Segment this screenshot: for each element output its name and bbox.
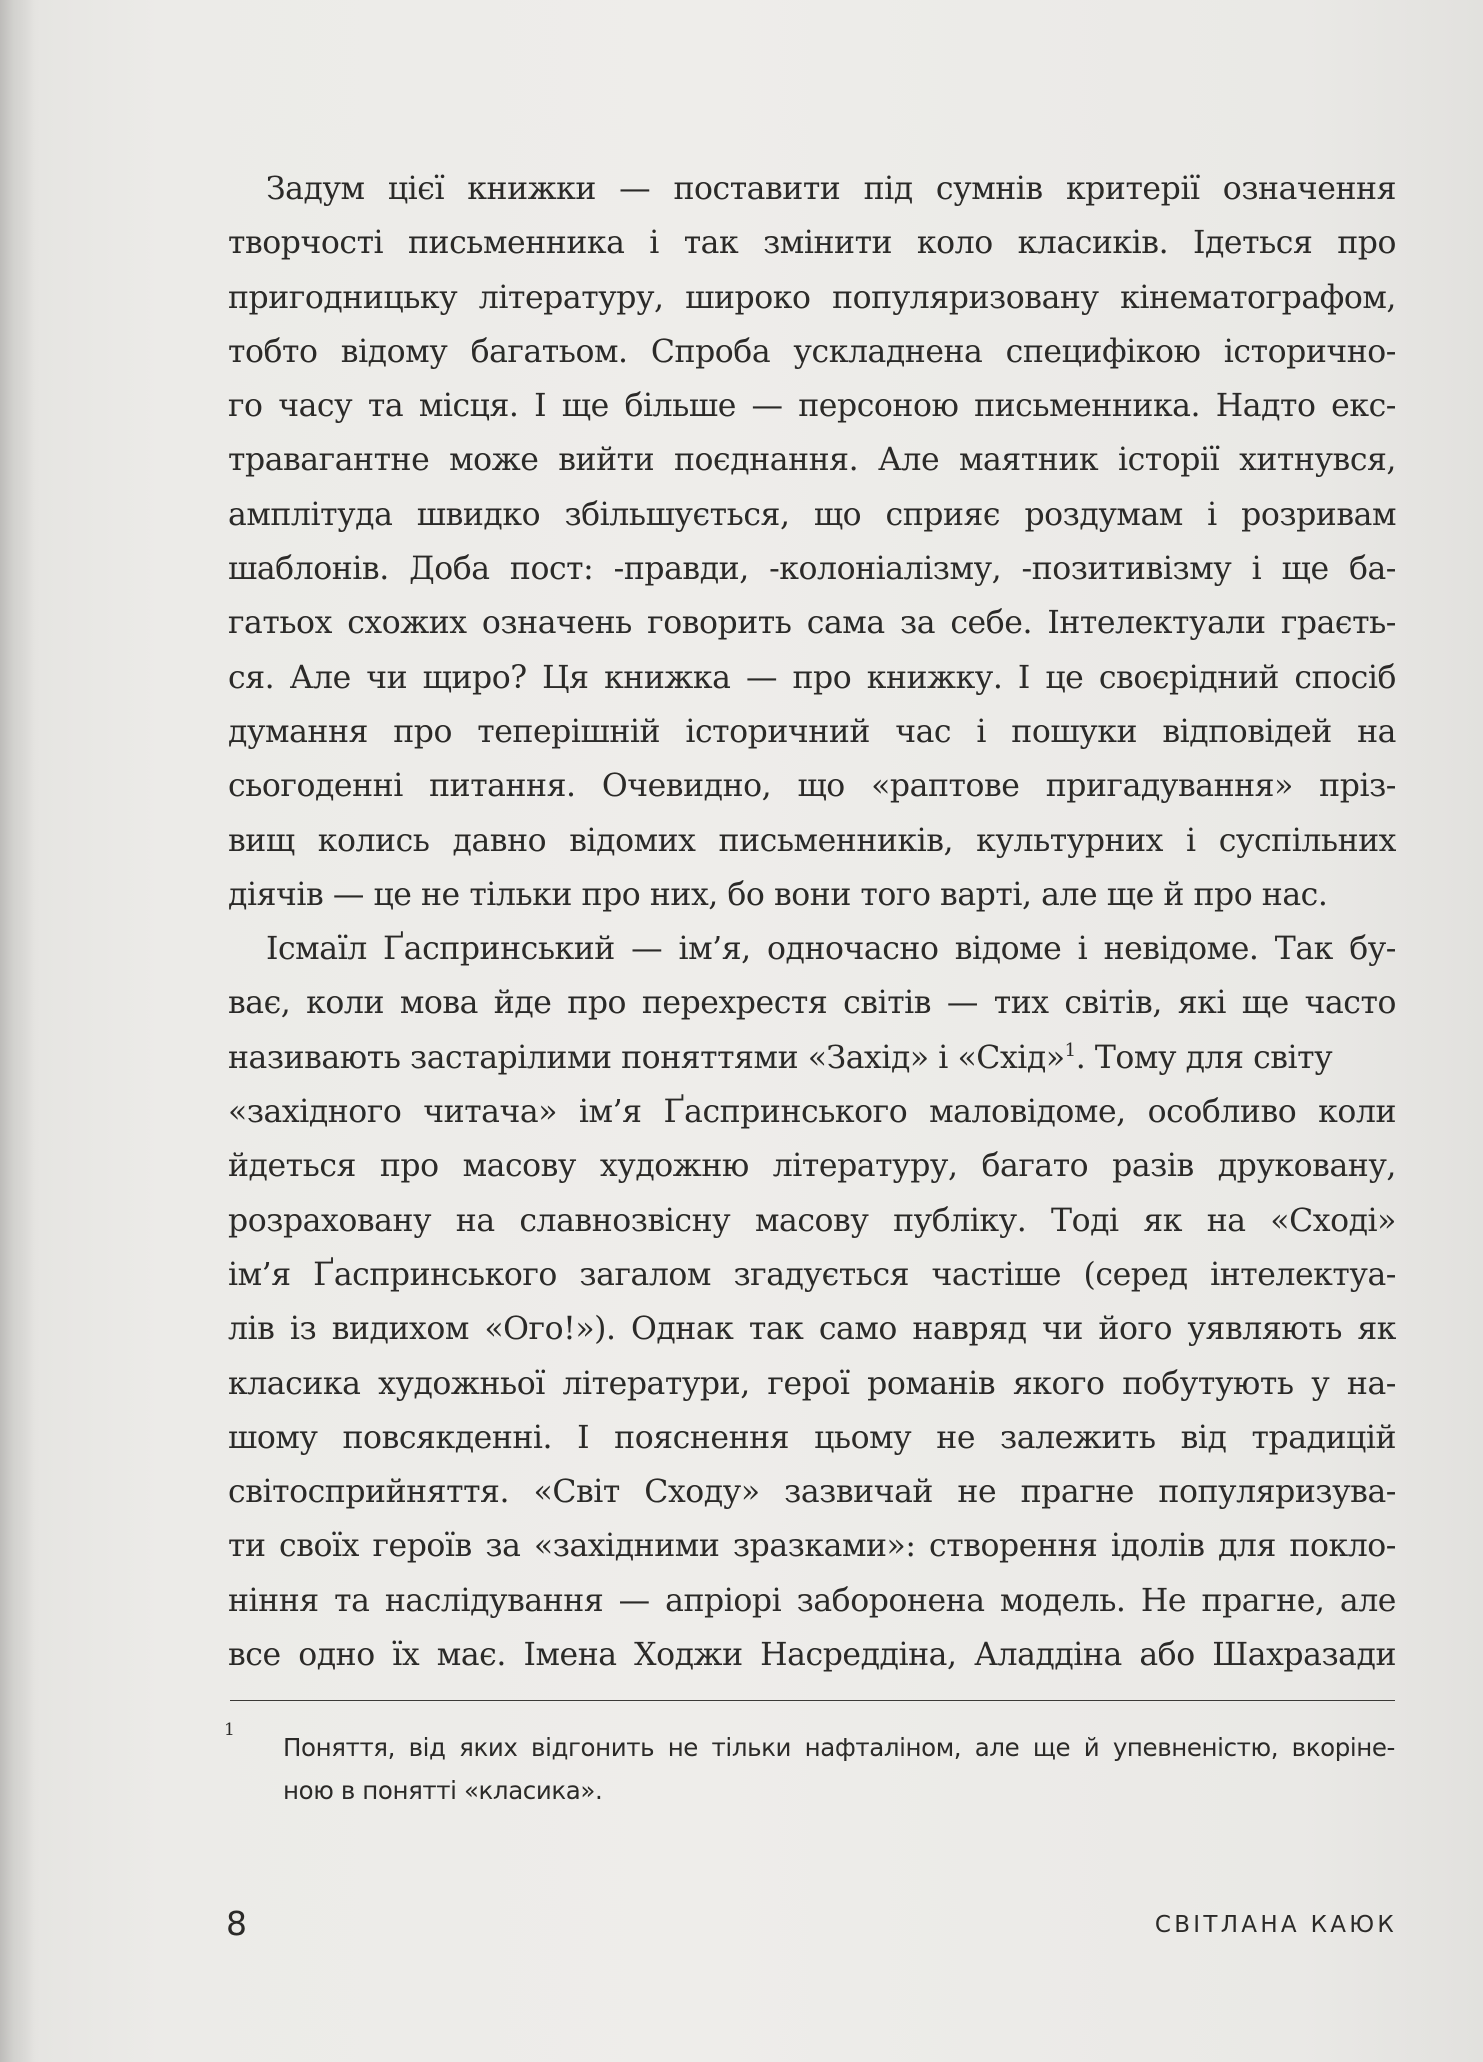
text-line: творчості письменника і так змінити коло класиків. Ідеться про <box>228 225 1396 262</box>
text-line: світосприйняття. «Світ Сходу» зазвичай не прагне популяризува- <box>228 1474 1396 1511</box>
spine-shadow <box>0 0 34 2062</box>
text-fragment: . Тому для світу <box>1075 1039 1333 1076</box>
text-line: го часу та місця. І ще більше — персоною письменника. Надто екс- <box>228 388 1396 425</box>
footnote-mark: 1 <box>224 1720 235 1740</box>
text-line: думання про теперішній історичний час і пошуки відповідей на <box>228 713 1396 750</box>
text-line: сьогоденні питання. Очевидно, що «раптове пригадування» пріз- <box>228 768 1396 805</box>
text-line: шаблонів. Доба пост: -правди, -колоніалізму, -позитивізму і ще ба- <box>228 551 1396 588</box>
text-line: гатьох схожих означень говорить сама за себе. Інтелектуали граєть- <box>228 605 1396 642</box>
footnote-line: Поняття, від яких відгонить не тільки нафталіном, але ще й упевненістю, вкоріне- <box>283 1733 1395 1762</box>
main-text <box>228 162 1396 1682</box>
text-line: Ісмаїл Ґаспринський — ім’я, одночасно відоме і невідоме. Так бу- <box>266 931 1396 968</box>
text-line: «західного читача» ім’я Ґаспринського маловідоме, особливо коли <box>228 1094 1396 1131</box>
footnote-divider <box>230 1700 1395 1701</box>
text-line: ніння та наслідування — апріорі заборонена модель. Не прагне, але <box>228 1582 1396 1619</box>
text-line: вищ колись давно відомих письменників, культурних і суспільних <box>228 822 1396 859</box>
page-number: 8 <box>226 1904 247 1943</box>
text-line: травагантне може вийти поєднання. Але маятник історії хитнувся, <box>228 442 1396 479</box>
text-line: тобто відому багатьом. Спроба ускладнена специфікою історично- <box>228 333 1396 370</box>
running-head-author: СВІТЛАНА КАЮК <box>1154 1912 1397 1938</box>
text-line: ти своїх героїв за «західними зразками»: створення ідолів для покло- <box>228 1528 1396 1565</box>
text-line: класика художньої літератури, герої романів якого побутують у на- <box>228 1365 1396 1402</box>
text-line: Задум цієї книжки — поставити під сумнів критерії означення <box>266 171 1396 207</box>
text-line: все одно їх має. Імена Ходжи Насреддіна, Аладдіна або Шахразади <box>228 1637 1396 1674</box>
text-line: шому повсякденні. І пояснення цьому не залежить від традицій <box>228 1419 1396 1456</box>
text-fragment: називають застарілими поняттями «Захід» і «Схід» <box>228 1039 1065 1076</box>
text-line: розраховану на славнозвісну масову публіку. Тоді як на «Сході» <box>228 1202 1396 1239</box>
footnote-reference: 1 <box>1064 1039 1076 1061</box>
footnote-line: ною в понятті «класика». <box>283 1776 603 1805</box>
text-line: йдеться про масову художню літературу, багато разів друковану, <box>228 1148 1396 1185</box>
text-line: ся. Але чи щиро? Ця книжка — про книжку. І це своєрідний спосіб <box>228 659 1396 696</box>
text-line: ім’я Ґаспринського загалом згадується частіше (серед інтелектуа- <box>228 1256 1396 1293</box>
text-line: ває, коли мова йде про перехрестя світів — тих світів, які ще часто <box>228 985 1396 1022</box>
text-line-with-footnote-ref <box>228 1031 1396 1085</box>
text-line: пригодницьку літературу, широко популяризовану кінематографом, <box>228 279 1396 316</box>
text-line: лів із видихом «Ого!»). Однак так само навряд чи його уявляють як <box>228 1311 1396 1348</box>
text-line: діячів — це не тільки про них, бо вони того варті, але ще й про нас. <box>228 876 1328 913</box>
footnote-text <box>283 1726 1395 1812</box>
text-line: амплітуда швидко збільшується, що сприяє роздумам і розривам <box>228 496 1396 533</box>
